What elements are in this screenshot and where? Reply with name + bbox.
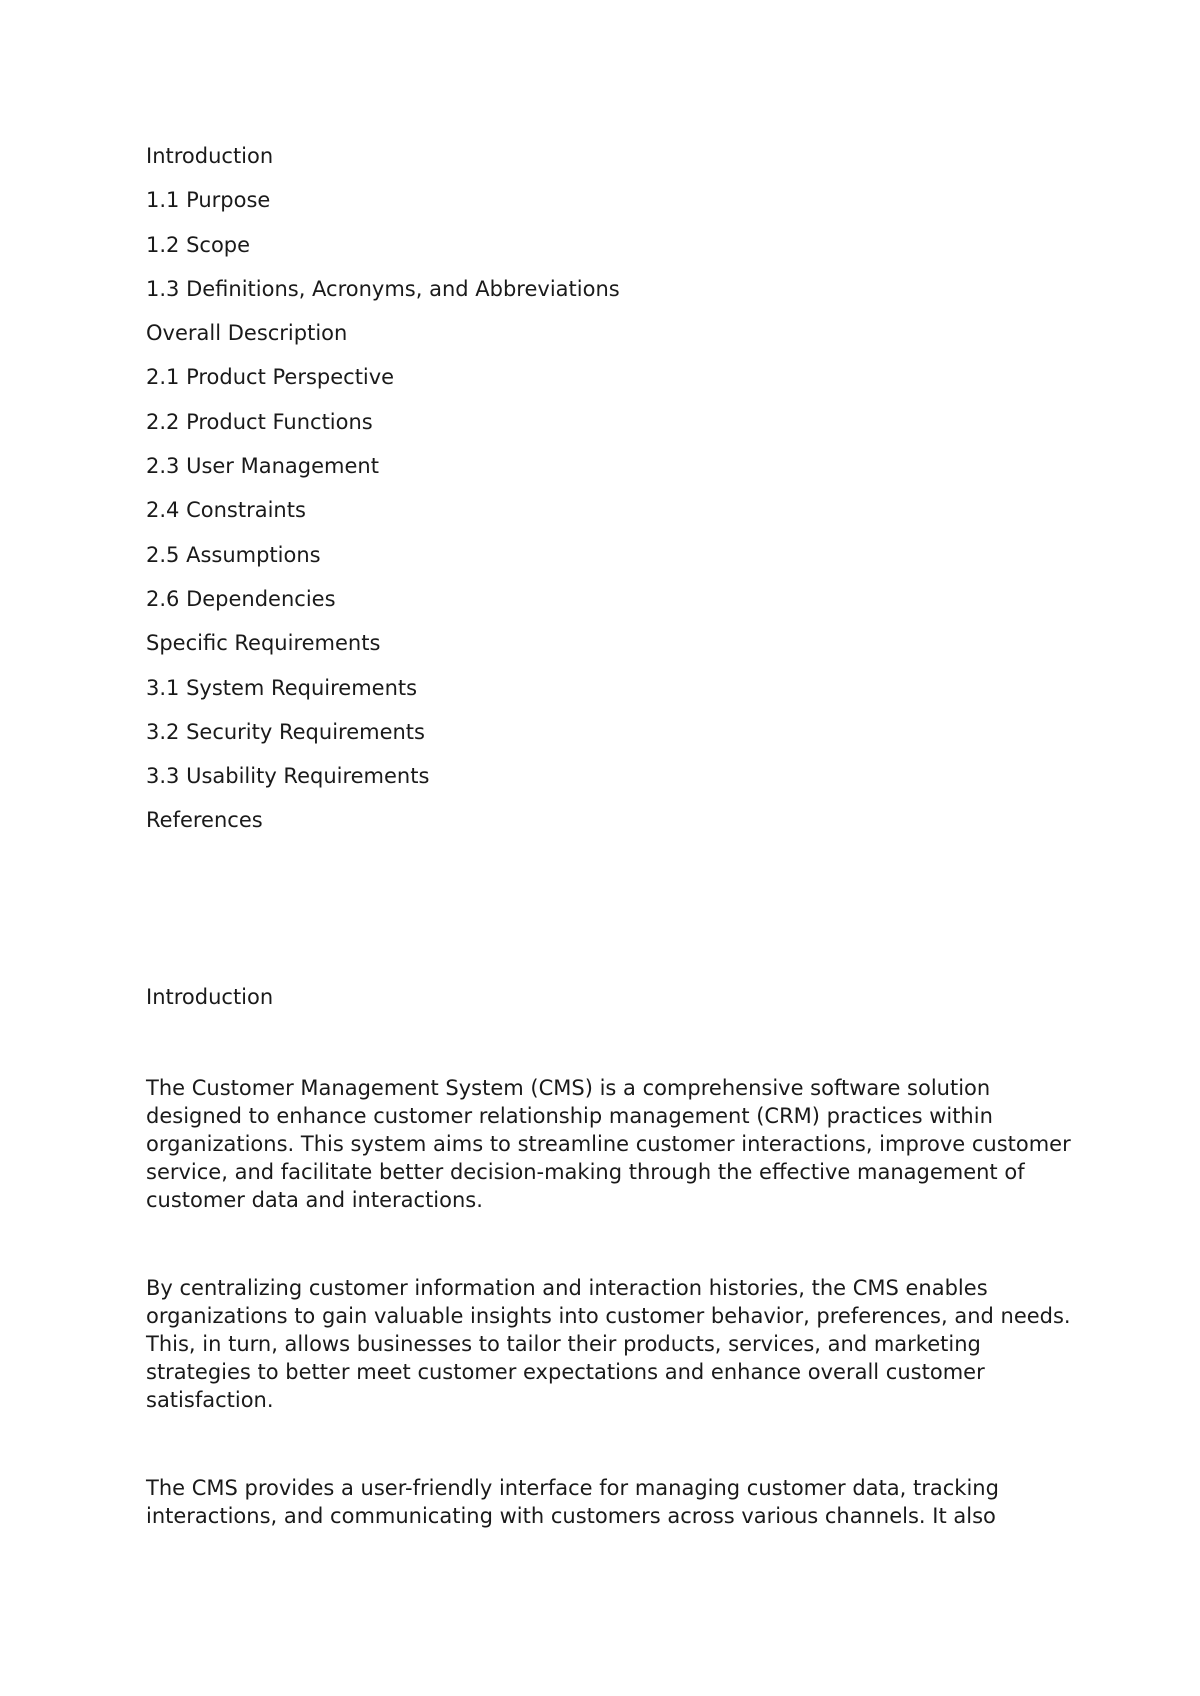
table-of-contents [146,144,620,853]
toc-item-security-requirements: 3.2 Security Requirements [146,719,425,744]
toc-item-dependencies: 2.6 Dependencies [146,586,336,611]
toc-item-references: References [146,808,263,833]
toc-item-scope: 1.2 Scope [146,232,251,257]
toc-item-constraints: 2.4 Constraints [146,498,306,523]
toc-item-purpose: 1.1 Purpose [146,188,271,213]
section-heading-introduction: Introduction [146,985,274,1009]
paragraph-1: The Customer Management System (CMS) is a comprehensive software solution designed to enhance customer relationship management (CRM) practices within organizations. This system aims to streamline customer interactions, improve customer service, and facilitate better decision-making through the effective management of customer data and interactions. [146,1076,1071,1212]
toc-item-assumptions: 2.5 Assumptions [146,542,321,567]
paragraph-2: By centralizing customer information and interaction histories, the CMS enables organizations to gain valuable insights into customer behavior, preferences, and needs. This, in turn, allows businesses to tailor their products, services, and marketing strategies to better meet customer expectations and enhance overall customer satisfaction. [146,1276,1071,1412]
toc-item-product-functions: 2.2 Product Functions [146,409,373,434]
toc-item-usability-requirements: 3.3 Usability Requirements [146,764,430,789]
toc-item-specific-requirements: Specific Requirements [146,631,381,656]
toc-item-product-perspective: 2.1 Product Perspective [146,365,395,390]
toc-item-overall-description: Overall Description [146,321,348,346]
toc-item-system-requirements: 3.1 System Requirements [146,675,418,700]
toc-item-definitions: 1.3 Definitions, Acronyms, and Abbreviations [146,276,620,301]
toc-item-introduction: Introduction [146,144,274,168]
toc-item-user-management: 2.3 User Management [146,454,379,479]
paragraph-3: The CMS provides a user-friendly interface for managing customer data, tracking interactions, and communicating with customers across various channels. It also [146,1476,999,1528]
